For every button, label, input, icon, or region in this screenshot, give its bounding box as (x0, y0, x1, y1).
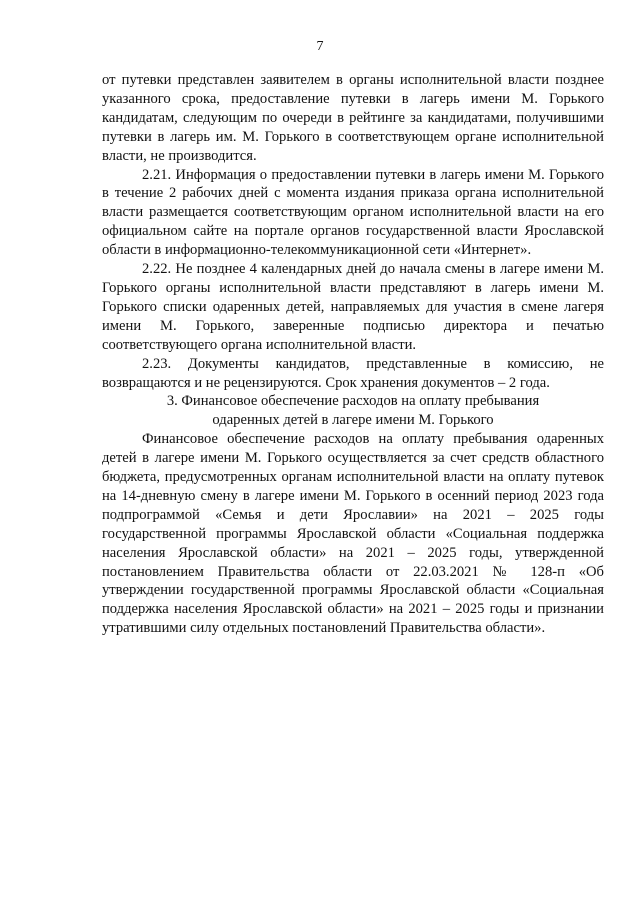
paragraph-clause-2-22: 2.22. Не позднее 4 календарных дней до начала смены в лагере имени М. Горького органы исполнительной власти представляют в лагерь имени М. Горького списки одаренных детей, направляемых для участия в смене лагеря имени М. Горького, заверенные подписью директора и печатью соответствующего органа исполнительной власти. (102, 261, 604, 353)
paragraph-continuation: от путевки представлен заявителем в органы исполнительной власти позднее указанного срока, предоставление путевки в лагерь имени М. Горького кандидатам, следующим по очереди в рейтинге за кандидатами, получившими путевки в лагерь им. М. Горького в соответствующем органе исполнительной власти, не производится. (102, 72, 604, 164)
paragraph-clause-2-21: 2.21. Информация о предоставлении путевки в лагерь имени М. Горького в течение 2 рабочих дней с момента издания приказа органа исполнительной власти размещается соответствующим органом исполнительной власти на его официальном сайте на портале органов государственной власти Ярославской области в информационно-телекоммуникационной сети «Интернет». (102, 166, 604, 259)
section-title-line-1: 3. Финансовое обеспечение расходов на оплату пребывания (166, 393, 540, 410)
document-body (102, 71, 604, 638)
paragraph-financing: Финансовое обеспечение расходов на оплату пребывания одаренных детей в лагере имени М. Горького осуществляется за счет средств областного бюджета, предусмотренных органам исполнительной власти на оплату путевок на 14-дневную смену в лагере имени М. Горького в осенний период 2023 года подпрограммой «Семья и дети Ярославии» на 2021 – 2025 годы государственной программы Ярославской области «Социальная поддержка населения Ярославской области» на 2021 – 2025 годы, утвержденной постановлением Правительства области от 22.03.2021 № 128-п «Об утверждении государственной программы Ярославской области «Социальная поддержка населения Ярославской области» на 2021 – 2025 годы и признании утратившими силу отдельных постановлений Правительства области». (102, 431, 604, 637)
section-title (102, 392, 604, 430)
section-title-line-2: одаренных детей в лагере имени М. Горького (212, 412, 494, 429)
page-number: 7 (316, 39, 324, 54)
paragraph-clause-2-23: 2.23. Документы кандидатов, представленные в комиссию, не возвращаются и не рецензируются. Срок хранения документов – 2 года. (102, 355, 604, 391)
